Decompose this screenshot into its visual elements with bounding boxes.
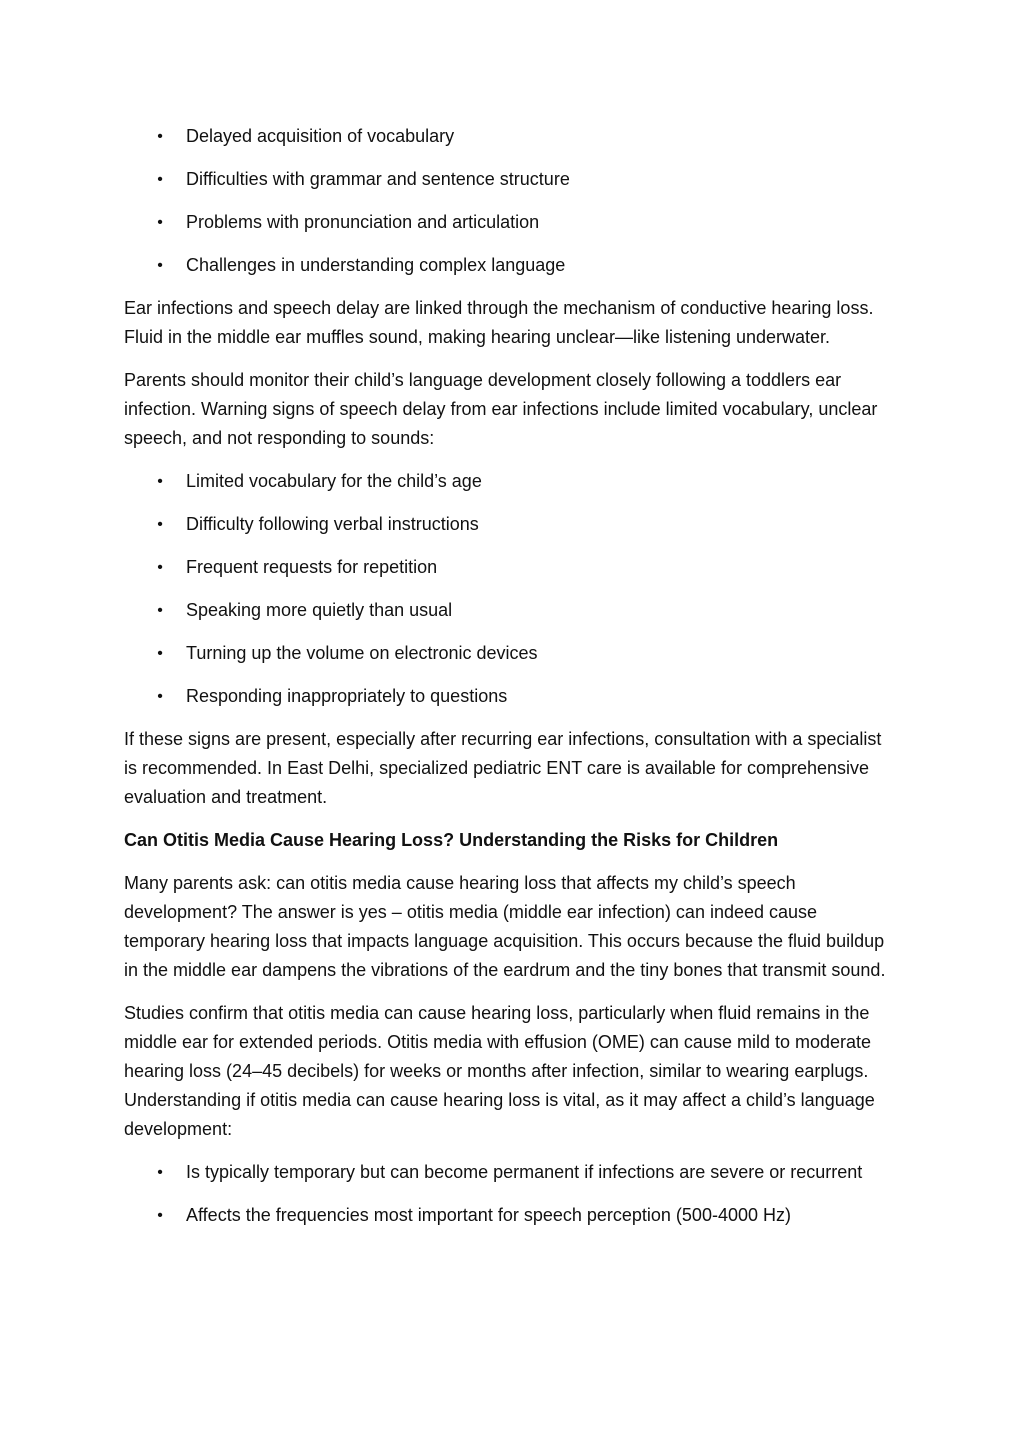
bullet-icon: • [157, 559, 163, 576]
list-item-text: Turning up the volume on electronic devices [186, 643, 538, 663]
list-item [124, 251, 889, 280]
paragraph-consultation: If these signs are present, especially after recurring ear infections, consultation with a specialist is recommended. In East Delhi, specialized pediatric ENT care is available for comprehensive evaluation and treatment. [124, 729, 882, 807]
bullet-icon: • [157, 257, 163, 274]
list-item-text: Is typically temporary but can become permanent if infections are severe or recurrent [186, 1162, 863, 1182]
bullet-icon: • [157, 473, 163, 490]
bullet-icon: • [157, 516, 163, 533]
paragraph-parents-ask: Many parents ask: can otitis media cause hearing loss that affects my child’s speech development? The answer is yes – otitis media (middle ear infection) can indeed cause temporary hearing loss that impacts language acquisition. This occurs because the fluid buildup in the middle ear dampens the vibrations of the eardrum and the tiny bones that transmit sound. [124, 873, 886, 980]
list-item-text: Affects the frequencies most important for speech perception (500-4000 Hz) [186, 1205, 791, 1225]
paragraph-monitor-development: Parents should monitor their child’s language development closely following a toddlers ear infection. Warning signs of speech delay from ear infections include limited vocabulary, unclear speech, and not responding to sounds: [124, 370, 878, 448]
bullet-icon: • [157, 128, 163, 145]
list-item-text: Difficulties with grammar and sentence structure [186, 169, 570, 189]
list-item [124, 553, 889, 582]
list-item-text: Problems with pronunciation and articulation [186, 212, 540, 232]
section-heading: Can Otitis Media Cause Hearing Loss? Understanding the Risks for Children [124, 830, 779, 850]
bullet-icon: • [157, 645, 163, 662]
list-item-text: Frequent requests for repetition [186, 557, 438, 577]
bullet-icon: • [157, 214, 163, 231]
bullet-icon: • [157, 171, 163, 188]
list-item [124, 165, 889, 194]
list-item-text: Responding inappropriately to questions [186, 686, 508, 706]
bullet-icon: • [157, 1164, 163, 1181]
list-item [124, 596, 889, 625]
paragraph-conductive-hearing-loss: Ear infections and speech delay are linked through the mechanism of conductive hearing loss. Fluid in the middle ear muffles sound, making hearing unclear—like listening underwater. [124, 298, 874, 347]
document-page [124, 122, 889, 1244]
list-item-text: Limited vocabulary for the child’s age [186, 471, 482, 491]
list-item [124, 467, 889, 496]
list-item-text: Difficulty following verbal instructions [186, 514, 479, 534]
paragraph-studies-confirm: Studies confirm that otitis media can cause hearing loss, particularly when fluid remains in the middle ear for extended periods. Otitis media with effusion (OME) can cause mild to moderate hearing loss (24–45 decibels) for weeks or months after infection, similar to wearing earplugs. Understanding if otitis media can cause hearing loss is vital, as it may affect a child’s language development: [124, 1003, 875, 1139]
list-item [124, 682, 889, 711]
bullet-list-warning-signs [124, 467, 889, 711]
list-item [124, 639, 889, 668]
list-item-text: Challenges in understanding complex language [186, 255, 566, 275]
list-item-text: Speaking more quietly than usual [186, 600, 453, 620]
bullet-icon: • [157, 1207, 163, 1224]
bullet-list-language-difficulties [124, 122, 889, 280]
bullet-icon: • [157, 602, 163, 619]
list-item [124, 1201, 889, 1230]
list-item [124, 1158, 889, 1187]
bullet-list-hearing-loss-traits [124, 1158, 889, 1230]
list-item-text: Delayed acquisition of vocabulary [186, 126, 455, 146]
list-item [124, 122, 889, 151]
bullet-icon: • [157, 688, 163, 705]
list-item [124, 208, 889, 237]
list-item [124, 510, 889, 539]
